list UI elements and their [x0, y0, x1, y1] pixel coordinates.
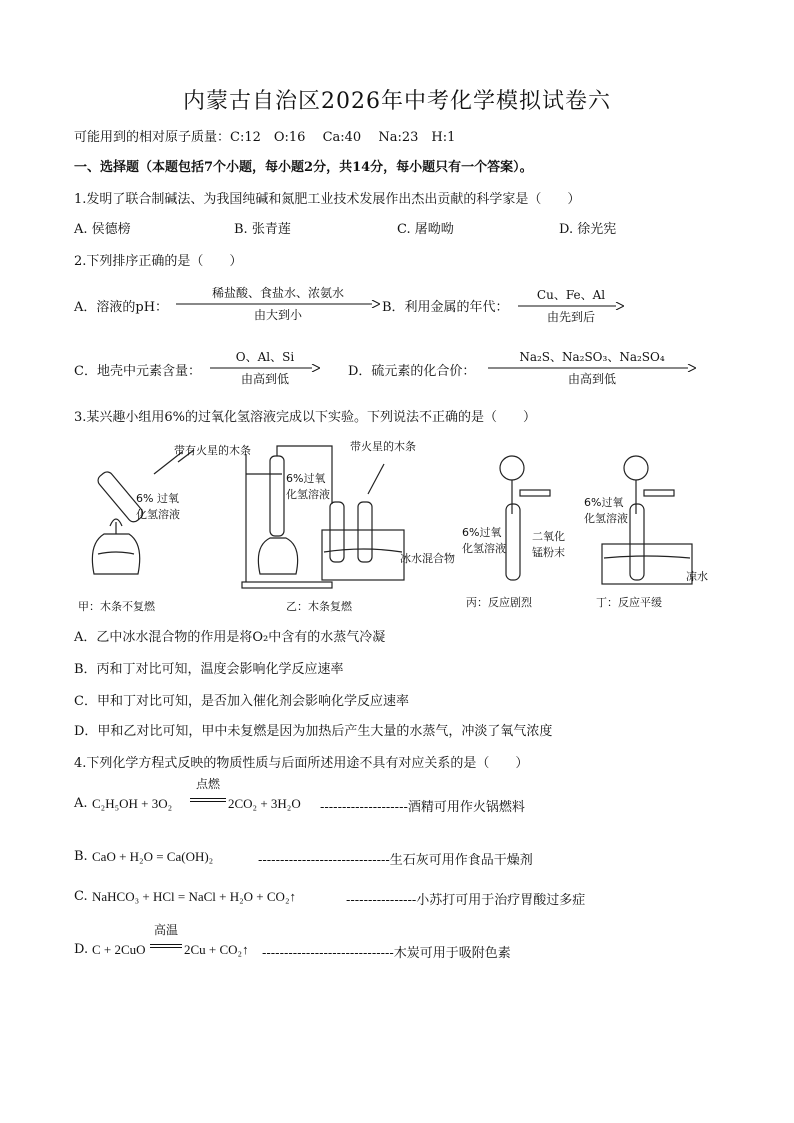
q4-c-equation: NaHCO₃ + HCl = NaCl + H₂O + CO₂↑ [92, 889, 296, 904]
question-3-stem: 3.某兴趣小组用6%的过氧化氢溶液完成以下实验。下列说法不正确的是（ ） [74, 410, 537, 425]
test-tube-icon [506, 504, 520, 580]
q2-a-arrow-top: 稀盐酸、食盐水、浓氨水 [211, 286, 344, 300]
alcohol-lamp-icon [258, 538, 297, 574]
q4-d-reactants: C + 2CuO [92, 942, 146, 957]
q3-option-c: C．甲和丁对比可知，是否加入催化剂会影响化学反应速率 [74, 694, 409, 709]
q4-a-condition-text: 点燃 [195, 777, 220, 791]
q2-option-b-arrow [518, 288, 624, 324]
test-tube-icon [630, 504, 644, 580]
section-heading: 一、选择题（本题包括7个小题，每小题2分，共14分，每小题只有一个答案）。 [74, 160, 533, 175]
q4-d-products: 2Cu + CO₂↑ [184, 942, 249, 957]
jia-solution-label: 6% 过氧化氢溶液 [136, 492, 180, 521]
bing-mno2-label: 二氧化锰粉末 [532, 530, 565, 559]
equals-sign-icon [190, 798, 226, 802]
q2-c-arrow-bottom: 由高到低 [240, 372, 289, 386]
atomic-mass-line: 可能用到的相对原子质量：C:12 O:16 Ca:40 Na:23 H:1 [74, 130, 456, 145]
page-title: 内蒙古自治区2026年中考化学模拟试卷六 [183, 89, 611, 114]
question-4-stem: 4.下列化学方程式反映的物质性质与后面所述用途不具有对应关系的是（ ） [74, 756, 529, 771]
jia-caption: 甲：木条不复燃 [78, 600, 155, 613]
q4-option-a-label: A. [74, 796, 88, 811]
q1-option-a: A. 侯德榜 [74, 222, 131, 237]
q1-option-b: B. 张青莲 [234, 222, 291, 237]
q4-b-equation: CaO + H₂O = Ca(OH)₂ [92, 849, 214, 864]
q4-a-usage: --------------------酒精可用作火锅燃料 [320, 800, 525, 815]
q2-a-arrow-bottom: 由大到小 [253, 308, 302, 322]
q2-option-d-arrow [488, 350, 696, 386]
q2-option-a-arrow [176, 286, 380, 322]
jia-splint-label: 带有火星的木条 [174, 444, 251, 457]
bing-caption: 丙：反应剧烈 [466, 596, 532, 609]
q2-b-arrow-top: Cu、Fe、Al [536, 288, 606, 302]
q2-d-arrow-bottom: 由高到低 [567, 372, 616, 386]
q4-a-products: 2CO₂ + 3H₂O [228, 796, 301, 811]
q2-option-c-arrow [210, 350, 320, 386]
q2-c-arrow-top: O、Al、Si [235, 350, 295, 364]
q4-option-b-label: B. [74, 849, 88, 864]
q4-a-condition [190, 778, 226, 802]
yi-solution-label: 6%过氧化氢溶液 [286, 472, 330, 501]
q4-d-condition [150, 924, 182, 948]
q4-d-usage: ------------------------------木炭可用于吸附色素 [262, 946, 511, 961]
q4-d-condition-text: 高温 [153, 923, 178, 937]
arrow-icon [488, 364, 696, 372]
funnel-icon [624, 456, 648, 480]
q4-option-d-label: D. [74, 942, 89, 957]
q1-option-d: D. 徐光宪 [559, 222, 617, 237]
equals-sign-icon [150, 944, 182, 948]
q2-option-b-label: B．利用金属的年代： [382, 300, 509, 315]
q2-b-arrow-bottom: 由先到后 [546, 310, 595, 324]
q4-b-usage: ------------------------------生石灰可用作食品干燥剂 [258, 853, 533, 868]
ding-caption: 丁：反应平缓 [596, 596, 662, 609]
q3-option-b: B．丙和丁对比可知，温度会影响化学反应速率 [74, 662, 344, 677]
q4-c-usage: ----------------小苏打可用于治疗胃酸过多症 [346, 893, 586, 908]
question-1-stem: 1.发明了联合制碱法、为我国纯碱和氮肥工业技术发展作出杰出贡献的科学家是（ ） [74, 192, 581, 207]
yi-splint-label: 带火星的木条 [350, 440, 416, 453]
q2-option-d-label: D．硫元素的化合价： [348, 364, 476, 379]
q4-option-c-label: C. [74, 889, 88, 904]
ding-solution-label: 6%过氧化氢溶液 [584, 496, 628, 525]
yi-ice-water-label: 冰水混合物 [400, 552, 455, 565]
bing-solution-label: 6%过氧化氢溶液 [462, 526, 506, 555]
funnel-icon [500, 456, 524, 480]
yi-caption: 乙：木条复燃 [286, 600, 352, 613]
arrow-icon [518, 302, 624, 310]
arrow-icon [210, 364, 320, 372]
q2-option-a-label: A．溶液的pH： [74, 300, 169, 315]
water-trough-icon [602, 544, 692, 584]
beaker-icon [322, 530, 404, 580]
q3-option-a: A．乙中冰水混合物的作用是将O₂中含有的水蒸气冷凝 [74, 630, 386, 645]
q3-option-d: D．甲和乙对比可知，甲中未复燃是因为加热后产生大量的水蒸气，冲淡了氧气浓度 [74, 724, 553, 739]
arrow-icon [176, 300, 380, 308]
q4-a-reactants: C₂H₅OH + 3O₂ [92, 796, 173, 811]
q2-d-arrow-top: Na₂S、Na₂SO₃、Na₂SO₄ [519, 350, 665, 364]
experiment-figure [74, 434, 714, 614]
question-2-stem: 2.下列排序正确的是（ ） [74, 254, 243, 269]
q2-option-c-label: C．地壳中元素含量： [74, 364, 201, 379]
ding-water-label: 凉水 [686, 570, 708, 583]
test-tube-icon [270, 456, 284, 536]
q1-option-c: C. 屠呦呦 [397, 222, 454, 237]
splint-icon [368, 464, 384, 494]
